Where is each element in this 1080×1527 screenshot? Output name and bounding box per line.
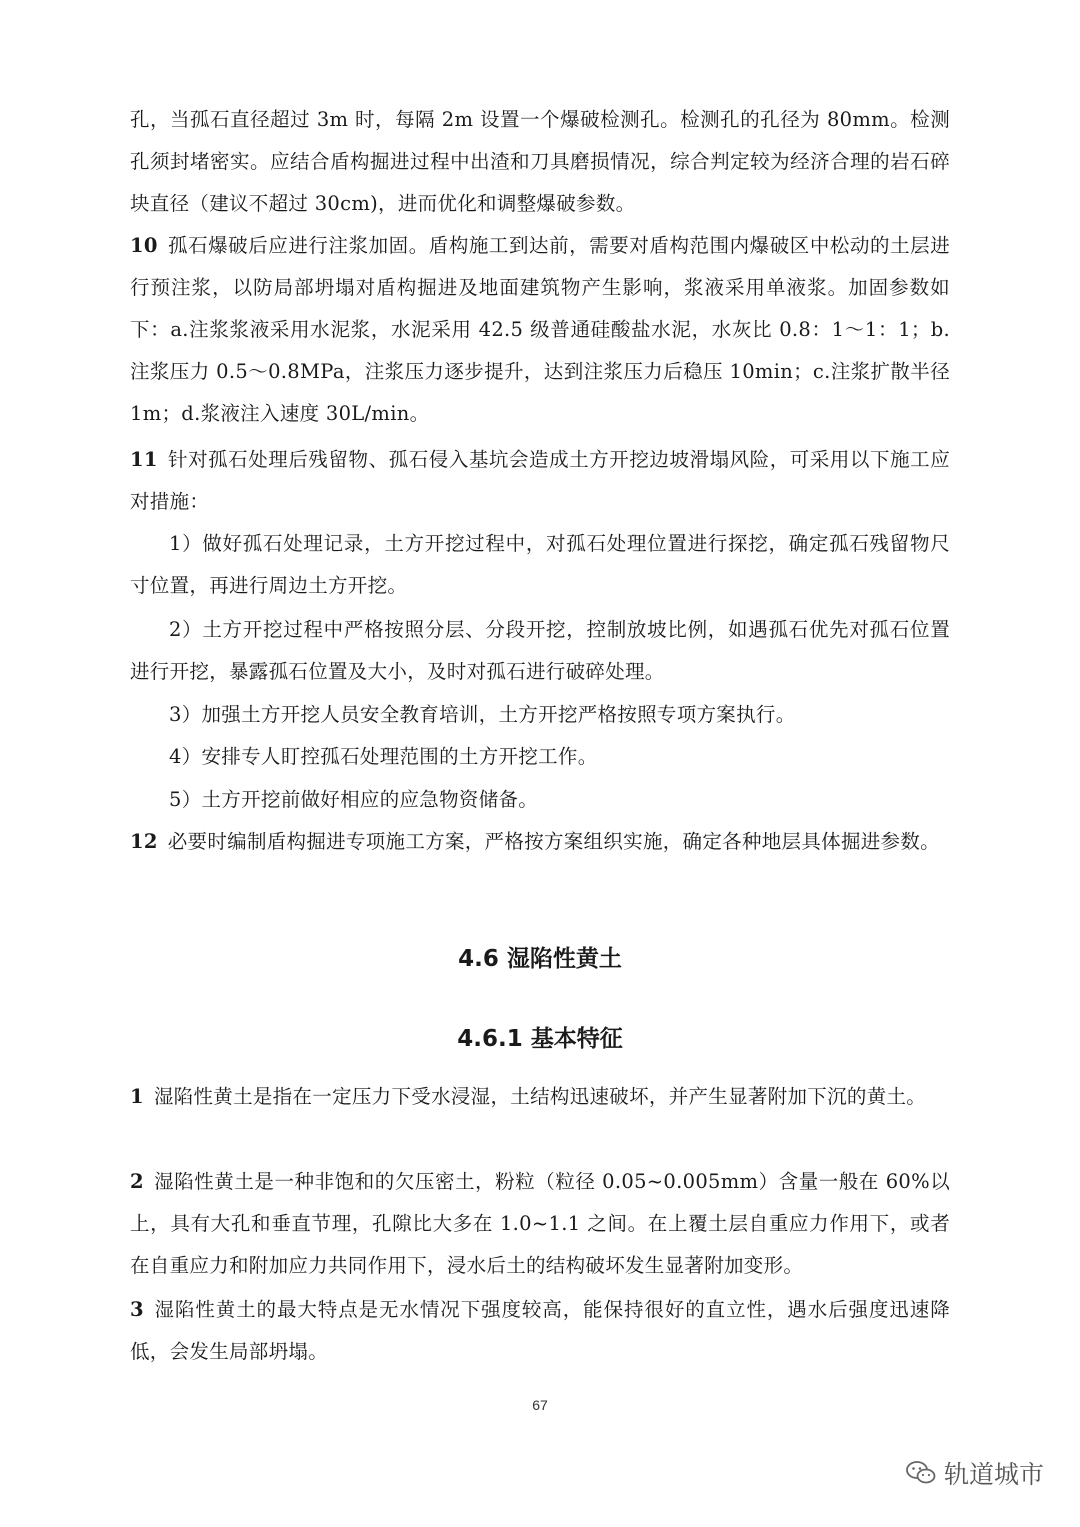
item-number: 1: [130, 1085, 144, 1108]
sub-item-1: [130, 523, 950, 607]
paragraph-text: 孤石爆破后应进行注浆加固。盾构施工到达前，需要对盾构范围内爆破区中松动的土层进行预注浆，以防局部坍塌对盾构掘进及地面建筑物产生影响，浆液采用单液浆。加固参数如下：a.注浆浆液采用水泥浆，水泥采用 42.5 级普通硅酸盐水泥，水灰比 0.8：1～1：1；b.注浆压力 0.5～0.8MPa，注浆压力逐步提升，达到注浆压力后稳压 10min；c.注浆扩散半径 1m；d.浆液注入速度 30L/min。: [130, 234, 950, 425]
paragraph-item-10: [130, 225, 950, 435]
sub-item-2: [130, 609, 950, 693]
item-number: 10: [130, 234, 158, 257]
paragraph-item-2: [130, 1161, 950, 1287]
paragraph-text: 孔，当孤石直径超过 3m 时，每隔 2m 设置一个爆破检测孔。检测孔的孔径为 80mm。检测孔须封堵密实。应结合盾构掘进过程中出渣和刀具磨损情况，综合判定较为经济合理的岩石碎块直径（建议不超过 30cm)，进而优化和调整爆破参数。: [130, 108, 950, 215]
wechat-icon: [906, 1460, 936, 1486]
paragraph-text: 1）做好孤石处理记录，土方开挖过程中，对孤石处理位置进行探挖，确定孤石残留物尺寸位置，再进行周边土方开挖。: [130, 532, 950, 597]
item-number: 12: [130, 830, 158, 853]
item-number: 11: [130, 448, 158, 471]
sub-item-5: [130, 779, 950, 821]
paragraph-item-12: [130, 821, 950, 863]
paragraph-text: 湿陷性黄土的最大特点是无水情况下强度较高，能保持很好的直立性，遇水后强度迅速降低，会发生局部坍塌。: [130, 1298, 950, 1363]
paragraph-text: 3）加强土方开挖人员安全教育培训，土方开挖严格按照专项方案执行。: [169, 703, 796, 726]
paragraph-text: 湿陷性黄土是指在一定压力下受水浸湿，土结构迅速破坏，并产生显著附加下沉的黄土。: [153, 1085, 927, 1108]
item-number: 3: [130, 1298, 144, 1321]
paragraph-item-1: [130, 1076, 950, 1118]
paragraph-text: 2）土方开挖过程中严格按照分层、分段开挖，控制放坡比例，如遇孤石优先对孤石位置进行开挖，暴露孤石位置及大小，及时对孤石进行破碎处理。: [130, 618, 950, 683]
sub-item-3: [130, 694, 950, 736]
paragraph: [130, 99, 950, 225]
paragraph-item-11: [130, 439, 950, 523]
paragraph-text: 4）安排专人盯控孤石处理范围的土方开挖工作。: [169, 745, 598, 768]
section-heading: 4.6 湿陷性黄土: [458, 946, 622, 972]
subsection-heading: 4.6.1 基本特征: [457, 1026, 623, 1052]
item-number: 2: [130, 1170, 144, 1193]
paragraph-text: 湿陷性黄土是一种非饱和的欠压密土，粉粒（粒径 0.05~0.005mm）含量一般在 60%以上，具有大孔和垂直节理，孔隙比大多在 1.0~1.1 之间。在上覆土层自重应力作用下，或者在自重应力和附加应力共同作用下，浸水后土的结构破坏发生显著附加变形。: [130, 1170, 950, 1277]
sub-item-4: [130, 736, 950, 778]
paragraph-text: 5）土方开挖前做好相应的应急物资储备。: [169, 788, 539, 811]
watermark-text: 轨道城市: [943, 1460, 1044, 1489]
paragraph-item-3: [130, 1289, 950, 1373]
watermark: [906, 1455, 1044, 1491]
paragraph-text: 针对孤石处理后残留物、孤石侵入基坑会造成土方开挖边坡滑塌风险，可采用以下施工应对措施：: [130, 448, 950, 513]
page-number: 67: [532, 1397, 548, 1413]
paragraph-text: 必要时编制盾构掘进专项施工方案，严格按方案组织实施，确定各种地层具体掘进参数。: [167, 830, 940, 853]
